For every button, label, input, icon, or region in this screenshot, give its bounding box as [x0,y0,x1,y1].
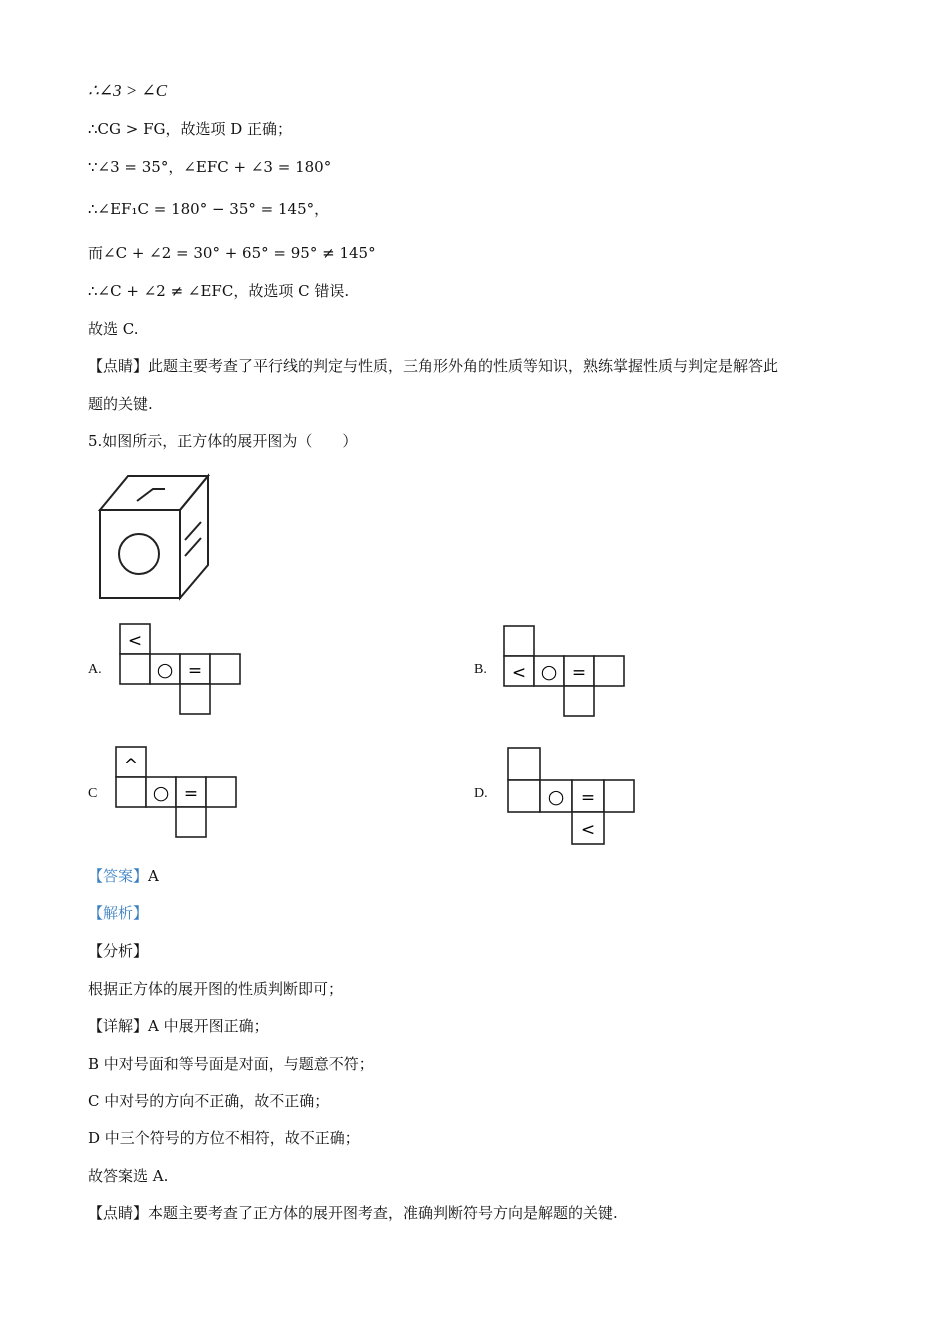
question-stem: 5.如图所示，正方体的展开图为（ ） [88,432,358,450]
detail-line-3: C 中对号的方向不正确，故不正确； [88,1092,330,1110]
cube-right-face [180,476,208,598]
check-symbol-top [137,489,165,501]
solution-line-3: ∵∠3 = 35°，∠EFC + ∠3 = 180° [88,158,332,176]
solution-line-6: ∴∠C + ∠2 ≠ ∠EFC，故选项 C 错误. [88,282,350,300]
option-b-symbol-3: = [571,663,587,683]
solution-line-4: ∴∠EF₁C = 180° − 35° = 145°， [88,200,330,218]
option-b-symbol-2: ○ [540,661,558,683]
cube-front-face [100,510,180,598]
cube-figure [95,470,220,605]
fenxi-tag: 【分析】 [88,942,149,960]
option-c-net[interactable] [114,745,244,843]
solution-line-1: ∴∠3 > ∠C [88,81,168,100]
solution-line-5: 而∠C + ∠2 = 30° + 65° = 95° ≠ 145° [88,244,376,262]
previous-comment-line-2: 题的关键. [88,395,153,413]
option-d-label: D. [474,786,488,801]
previous-comment-line-1: 【点睛】此题主要考查了平行线的判定与性质，三角形外角的性质等知识，熟练掌握性质与判定是解答此 [88,357,779,375]
answer-line [88,865,159,887]
solution-line-7: 故选 C. [88,320,139,338]
option-c-label: C [88,786,98,801]
detail-line-2: B 中对号面和等号面是对面，与题意不符； [88,1055,374,1073]
cube-top-face [100,476,208,510]
option-a-symbol-3: = [187,661,203,681]
answer-tag: 【答案】 [88,867,149,885]
equal-symbol-line-2 [185,538,201,556]
option-d-symbol-1: ○ [547,786,565,808]
fenxi-text: 根据正方体的展开图的性质判断即可； [88,980,344,998]
option-c-symbol-2: ○ [152,782,170,804]
option-d-symbol-2: = [580,788,596,808]
detail-line-5: 故答案选 A. [88,1167,169,1185]
option-b-label: B. [474,662,487,677]
detail-line-1: 【详解】A 中展开图正确； [88,1017,269,1035]
option-c-symbol-1: ^ [123,756,139,776]
detail-line-4: D 中三个符号的方位不相符，故不正确； [88,1129,360,1147]
option-a-net[interactable] [118,620,243,718]
option-a-symbol-2: ○ [156,659,174,681]
equal-symbol-line-1 [185,522,201,540]
option-b-symbol-1: < [511,663,527,683]
analysis-tag: 【解析】 [88,904,149,922]
option-d-symbol-3: < [580,820,596,840]
comment-line: 【点睛】本题主要考查了正方体的展开图考查，准确判断符号方向是解题的关键. [88,1204,618,1222]
option-c-symbol-3: = [183,784,199,804]
answer-value: A [148,867,159,885]
option-a-label: A. [88,662,102,677]
option-b-net[interactable] [502,622,630,720]
option-a-symbol-1: < [127,631,143,651]
solution-line-2: ∴CG > FG，故选项 D 正确； [88,120,293,138]
option-d-net[interactable] [506,746,636,846]
circle-symbol [119,534,159,574]
